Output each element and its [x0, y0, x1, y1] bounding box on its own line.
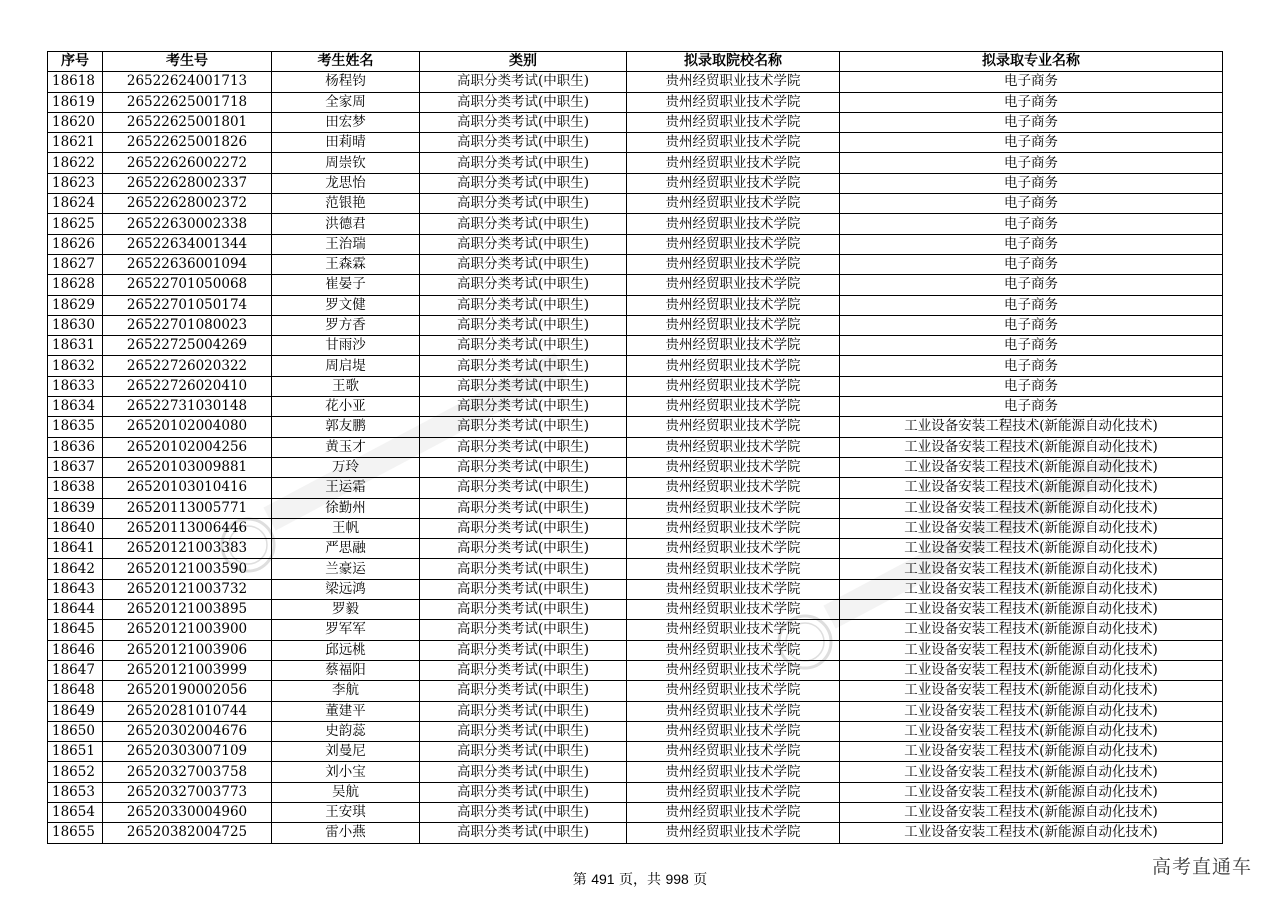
cell-school: 贵州经贸职业技术学院	[627, 579, 840, 599]
cell-exam-id: 26520121003383	[103, 539, 272, 559]
cell-school: 贵州经贸职业技术学院	[627, 742, 840, 762]
cell-major: 工业设备安装工程技术(新能源自动化技术)	[840, 802, 1223, 822]
cell-major: 电子商务	[840, 214, 1223, 234]
cell-major: 工业设备安装工程技术(新能源自动化技术)	[840, 823, 1223, 843]
cell-major: 工业设备安装工程技术(新能源自动化技术)	[840, 518, 1223, 538]
cell-major: 电子商务	[840, 234, 1223, 254]
cell-seq: 18630	[48, 315, 103, 335]
cell-exam-id: 26520121003732	[103, 579, 272, 599]
cell-category: 高职分类考试(中职生)	[420, 640, 627, 660]
cell-school: 贵州经贸职业技术学院	[627, 376, 840, 396]
header-school: 拟录取院校名称	[627, 52, 840, 72]
cell-major: 工业设备安装工程技术(新能源自动化技术)	[840, 701, 1223, 721]
cell-exam-id: 26522628002337	[103, 173, 272, 193]
cell-exam-id: 26522701050174	[103, 295, 272, 315]
cell-exam-id: 26522726020322	[103, 356, 272, 376]
cell-major: 工业设备安装工程技术(新能源自动化技术)	[840, 742, 1223, 762]
cell-category: 高职分类考试(中职生)	[420, 397, 627, 417]
cell-seq: 18636	[48, 437, 103, 457]
cell-school: 贵州经贸职业技术学院	[627, 275, 840, 295]
cell-exam-id: 26520382004725	[103, 823, 272, 843]
cell-name: 罗军军	[272, 620, 420, 640]
cell-school: 贵州经贸职业技术学院	[627, 315, 840, 335]
cell-school: 贵州经贸职业技术学院	[627, 640, 840, 660]
cell-exam-id: 26520281010744	[103, 701, 272, 721]
cell-category: 高职分类考试(中职生)	[420, 133, 627, 153]
footer-middle: 页，共	[619, 872, 661, 888]
cell-major: 电子商务	[840, 92, 1223, 112]
cell-exam-id: 26522630002338	[103, 214, 272, 234]
cell-major: 电子商务	[840, 315, 1223, 335]
footer-page-number: 491	[591, 871, 615, 887]
cell-major: 电子商务	[840, 397, 1223, 417]
table-row	[48, 782, 1223, 802]
table-row	[48, 701, 1223, 721]
table-row	[48, 802, 1223, 822]
table-row	[48, 620, 1223, 640]
cell-category: 高职分类考试(中职生)	[420, 721, 627, 741]
cell-major: 电子商务	[840, 295, 1223, 315]
cell-school: 贵州经贸职业技术学院	[627, 295, 840, 315]
table-row	[48, 742, 1223, 762]
cell-name: 梁远鸿	[272, 579, 420, 599]
cell-seq: 18647	[48, 660, 103, 680]
cell-school: 贵州经贸职业技术学院	[627, 356, 840, 376]
cell-school: 贵州经贸职业技术学院	[627, 254, 840, 274]
cell-major: 电子商务	[840, 194, 1223, 214]
cell-name: 杨程钧	[272, 72, 420, 92]
cell-major: 工业设备安装工程技术(新能源自动化技术)	[840, 437, 1223, 457]
cell-seq: 18632	[48, 356, 103, 376]
cell-seq: 18628	[48, 275, 103, 295]
cell-category: 高职分类考试(中职生)	[420, 559, 627, 579]
cell-seq: 18622	[48, 153, 103, 173]
footer-prefix: 第	[572, 872, 587, 888]
table-row	[48, 275, 1223, 295]
cell-category: 高职分类考试(中职生)	[420, 762, 627, 782]
cell-exam-id: 26520190002056	[103, 681, 272, 701]
cell-school: 贵州经贸职业技术学院	[627, 539, 840, 559]
cell-seq: 18642	[48, 559, 103, 579]
cell-name: 王歌	[272, 376, 420, 396]
cell-category: 高职分类考试(中职生)	[420, 660, 627, 680]
page-footer	[0, 869, 1280, 889]
cell-seq: 18620	[48, 112, 103, 132]
cell-school: 贵州经贸职业技术学院	[627, 72, 840, 92]
cell-major: 电子商务	[840, 153, 1223, 173]
cell-name: 周启堤	[272, 356, 420, 376]
cell-seq: 18634	[48, 397, 103, 417]
table-row	[48, 640, 1223, 660]
cell-category: 高职分类考试(中职生)	[420, 356, 627, 376]
cell-major: 工业设备安装工程技术(新能源自动化技术)	[840, 457, 1223, 477]
cell-school: 贵州经贸职业技术学院	[627, 397, 840, 417]
cell-seq: 18653	[48, 782, 103, 802]
cell-seq: 18623	[48, 173, 103, 193]
cell-exam-id: 26522726020410	[103, 376, 272, 396]
cell-category: 高职分类考试(中职生)	[420, 254, 627, 274]
cell-category: 高职分类考试(中职生)	[420, 92, 627, 112]
cell-exam-id: 26520121003906	[103, 640, 272, 660]
cell-school: 贵州经贸职业技术学院	[627, 823, 840, 843]
admission-table	[47, 51, 1223, 844]
cell-school: 贵州经贸职业技术学院	[627, 660, 840, 680]
cell-name: 蔡福阳	[272, 660, 420, 680]
cell-category: 高职分类考试(中职生)	[420, 518, 627, 538]
table-row	[48, 397, 1223, 417]
cell-school: 贵州经贸职业技术学院	[627, 92, 840, 112]
footer-suffix: 页	[693, 872, 708, 888]
cell-name: 雷小燕	[272, 823, 420, 843]
cell-school: 贵州经贸职业技术学院	[627, 498, 840, 518]
cell-name: 全家周	[272, 92, 420, 112]
cell-exam-id: 26520327003773	[103, 782, 272, 802]
table-row	[48, 559, 1223, 579]
cell-category: 高职分类考试(中职生)	[420, 437, 627, 457]
cell-name: 刘小宝	[272, 762, 420, 782]
cell-category: 高职分类考试(中职生)	[420, 315, 627, 335]
cell-seq: 18618	[48, 72, 103, 92]
cell-major: 电子商务	[840, 275, 1223, 295]
cell-seq: 18626	[48, 234, 103, 254]
cell-name: 徐勤州	[272, 498, 420, 518]
cell-school: 贵州经贸职业技术学院	[627, 417, 840, 437]
cell-exam-id: 26522628002372	[103, 194, 272, 214]
table-row	[48, 214, 1223, 234]
cell-name: 李航	[272, 681, 420, 701]
cell-seq: 18621	[48, 133, 103, 153]
cell-exam-id: 26522624001713	[103, 72, 272, 92]
cell-seq: 18643	[48, 579, 103, 599]
cell-category: 高职分类考试(中职生)	[420, 417, 627, 437]
cell-major: 工业设备安装工程技术(新能源自动化技术)	[840, 498, 1223, 518]
cell-school: 贵州经贸职业技术学院	[627, 762, 840, 782]
cell-seq: 18627	[48, 254, 103, 274]
cell-exam-id: 26522626002272	[103, 153, 272, 173]
cell-seq: 18654	[48, 802, 103, 822]
cell-major: 工业设备安装工程技术(新能源自动化技术)	[840, 417, 1223, 437]
footer-total-pages: 998	[665, 871, 689, 887]
cell-category: 高职分类考试(中职生)	[420, 539, 627, 559]
header-category: 类别	[420, 52, 627, 72]
cell-category: 高职分类考试(中职生)	[420, 478, 627, 498]
cell-major: 工业设备安装工程技术(新能源自动化技术)	[840, 721, 1223, 741]
cell-seq: 18644	[48, 600, 103, 620]
cell-seq: 18624	[48, 194, 103, 214]
table-row	[48, 539, 1223, 559]
cell-category: 高职分类考试(中职生)	[420, 579, 627, 599]
cell-exam-id: 26520113006446	[103, 518, 272, 538]
table-row	[48, 498, 1223, 518]
cell-school: 贵州经贸职业技术学院	[627, 437, 840, 457]
table-row	[48, 721, 1223, 741]
cell-category: 高职分类考试(中职生)	[420, 457, 627, 477]
cell-exam-id: 26520121003590	[103, 559, 272, 579]
cell-school: 贵州经贸职业技术学院	[627, 681, 840, 701]
table-row	[48, 579, 1223, 599]
cell-exam-id: 26520121003895	[103, 600, 272, 620]
cell-name: 刘曼尼	[272, 742, 420, 762]
cell-major: 电子商务	[840, 336, 1223, 356]
cell-category: 高职分类考试(中职生)	[420, 802, 627, 822]
cell-seq: 18645	[48, 620, 103, 640]
cell-seq: 18629	[48, 295, 103, 315]
cell-seq: 18650	[48, 721, 103, 741]
cell-major: 工业设备安装工程技术(新能源自动化技术)	[840, 579, 1223, 599]
cell-exam-id: 26522625001718	[103, 92, 272, 112]
cell-name: 范银艳	[272, 194, 420, 214]
brand-watermark-text: 高考直通车	[1151, 856, 1252, 878]
table-row	[48, 234, 1223, 254]
cell-category: 高职分类考试(中职生)	[420, 194, 627, 214]
cell-school: 贵州经贸职业技术学院	[627, 214, 840, 234]
cell-exam-id: 26520121003900	[103, 620, 272, 640]
cell-seq: 18649	[48, 701, 103, 721]
table-row	[48, 194, 1223, 214]
cell-category: 高职分类考试(中职生)	[420, 295, 627, 315]
cell-name: 王治瑞	[272, 234, 420, 254]
cell-school: 贵州经贸职业技术学院	[627, 133, 840, 153]
cell-name: 万玲	[272, 457, 420, 477]
cell-school: 贵州经贸职业技术学院	[627, 782, 840, 802]
header-name: 考生姓名	[272, 52, 420, 72]
cell-category: 高职分类考试(中职生)	[420, 823, 627, 843]
cell-major: 电子商务	[840, 254, 1223, 274]
cell-name: 王运霜	[272, 478, 420, 498]
cell-category: 高职分类考试(中职生)	[420, 275, 627, 295]
cell-major: 工业设备安装工程技术(新能源自动化技术)	[840, 620, 1223, 640]
cell-name: 王安琪	[272, 802, 420, 822]
cell-exam-id: 26522634001344	[103, 234, 272, 254]
cell-category: 高职分类考试(中职生)	[420, 72, 627, 92]
cell-school: 贵州经贸职业技术学院	[627, 721, 840, 741]
cell-major: 工业设备安装工程技术(新能源自动化技术)	[840, 681, 1223, 701]
cell-name: 崔晏子	[272, 275, 420, 295]
cell-school: 贵州经贸职业技术学院	[627, 194, 840, 214]
table-row	[48, 295, 1223, 315]
cell-exam-id: 26520327003758	[103, 762, 272, 782]
cell-school: 贵州经贸职业技术学院	[627, 173, 840, 193]
cell-seq: 18637	[48, 457, 103, 477]
table-header-row	[48, 52, 1223, 72]
table-row	[48, 437, 1223, 457]
cell-major: 电子商务	[840, 72, 1223, 92]
cell-major: 工业设备安装工程技术(新能源自动化技术)	[840, 762, 1223, 782]
table-row	[48, 336, 1223, 356]
cell-category: 高职分类考试(中职生)	[420, 742, 627, 762]
table-row	[48, 823, 1223, 843]
cell-school: 贵州经贸职业技术学院	[627, 518, 840, 538]
cell-exam-id: 26520103010416	[103, 478, 272, 498]
cell-name: 邱远桃	[272, 640, 420, 660]
cell-major: 工业设备安装工程技术(新能源自动化技术)	[840, 600, 1223, 620]
table-row	[48, 356, 1223, 376]
cell-seq: 18631	[48, 336, 103, 356]
cell-name: 罗文健	[272, 295, 420, 315]
cell-name: 周崇钦	[272, 153, 420, 173]
cell-major: 电子商务	[840, 356, 1223, 376]
header-exam-id: 考生号	[103, 52, 272, 72]
cell-name: 田宏梦	[272, 112, 420, 132]
table-row	[48, 153, 1223, 173]
cell-exam-id: 26520303007109	[103, 742, 272, 762]
table-row	[48, 762, 1223, 782]
table-row	[48, 600, 1223, 620]
cell-category: 高职分类考试(中职生)	[420, 498, 627, 518]
cell-name: 兰豪运	[272, 559, 420, 579]
cell-category: 高职分类考试(中职生)	[420, 153, 627, 173]
table-row	[48, 376, 1223, 396]
cell-major: 工业设备安装工程技术(新能源自动化技术)	[840, 660, 1223, 680]
cell-school: 贵州经贸职业技术学院	[627, 802, 840, 822]
header-seq: 序号	[48, 52, 103, 72]
cell-name: 王帆	[272, 518, 420, 538]
cell-seq: 18633	[48, 376, 103, 396]
cell-major: 电子商务	[840, 133, 1223, 153]
cell-name: 董建平	[272, 701, 420, 721]
cell-school: 贵州经贸职业技术学院	[627, 600, 840, 620]
cell-exam-id: 26520113005771	[103, 498, 272, 518]
cell-exam-id: 26520103009881	[103, 457, 272, 477]
cell-category: 高职分类考试(中职生)	[420, 681, 627, 701]
cell-major: 电子商务	[840, 376, 1223, 396]
table-row	[48, 315, 1223, 335]
table-row	[48, 417, 1223, 437]
cell-school: 贵州经贸职业技术学院	[627, 112, 840, 132]
cell-category: 高职分类考试(中职生)	[420, 234, 627, 254]
table-row	[48, 518, 1223, 538]
cell-major: 工业设备安装工程技术(新能源自动化技术)	[840, 782, 1223, 802]
table-row	[48, 457, 1223, 477]
cell-school: 贵州经贸职业技术学院	[627, 559, 840, 579]
cell-major: 电子商务	[840, 173, 1223, 193]
cell-major: 电子商务	[840, 112, 1223, 132]
cell-school: 贵州经贸职业技术学院	[627, 478, 840, 498]
cell-school: 贵州经贸职业技术学院	[627, 701, 840, 721]
table-row	[48, 660, 1223, 680]
cell-seq: 18619	[48, 92, 103, 112]
cell-school: 贵州经贸职业技术学院	[627, 153, 840, 173]
cell-school: 贵州经贸职业技术学院	[627, 620, 840, 640]
cell-category: 高职分类考试(中职生)	[420, 620, 627, 640]
cell-school: 贵州经贸职业技术学院	[627, 457, 840, 477]
cell-seq: 18655	[48, 823, 103, 843]
cell-name: 王森霖	[272, 254, 420, 274]
table-row	[48, 112, 1223, 132]
cell-exam-id: 26522731030148	[103, 397, 272, 417]
cell-category: 高职分类考试(中职生)	[420, 112, 627, 132]
cell-exam-id: 26520121003999	[103, 660, 272, 680]
cell-seq: 18651	[48, 742, 103, 762]
cell-seq: 18646	[48, 640, 103, 660]
cell-name: 花小亚	[272, 397, 420, 417]
cell-seq: 18641	[48, 539, 103, 559]
cell-name: 吴航	[272, 782, 420, 802]
cell-category: 高职分类考试(中职生)	[420, 336, 627, 356]
cell-exam-id: 26520330004960	[103, 802, 272, 822]
cell-exam-id: 26520102004256	[103, 437, 272, 457]
table-row	[48, 254, 1223, 274]
cell-school: 贵州经贸职业技术学院	[627, 336, 840, 356]
cell-seq: 18652	[48, 762, 103, 782]
cell-major: 工业设备安装工程技术(新能源自动化技术)	[840, 559, 1223, 579]
cell-exam-id: 26522625001801	[103, 112, 272, 132]
table-row	[48, 133, 1223, 153]
cell-exam-id: 26522636001094	[103, 254, 272, 274]
table-row	[48, 681, 1223, 701]
cell-name: 罗方香	[272, 315, 420, 335]
table-row	[48, 72, 1223, 92]
cell-school: 贵州经贸职业技术学院	[627, 234, 840, 254]
cell-category: 高职分类考试(中职生)	[420, 376, 627, 396]
cell-major: 工业设备安装工程技术(新能源自动化技术)	[840, 478, 1223, 498]
table-row	[48, 92, 1223, 112]
cell-category: 高职分类考试(中职生)	[420, 214, 627, 234]
cell-major: 工业设备安装工程技术(新能源自动化技术)	[840, 539, 1223, 559]
cell-name: 严思融	[272, 539, 420, 559]
cell-name: 黄玉才	[272, 437, 420, 457]
cell-exam-id: 26522625001826	[103, 133, 272, 153]
cell-category: 高职分类考试(中职生)	[420, 600, 627, 620]
cell-exam-id: 26522725004269	[103, 336, 272, 356]
cell-exam-id: 26522701050068	[103, 275, 272, 295]
cell-seq: 18635	[48, 417, 103, 437]
cell-name: 龙思怡	[272, 173, 420, 193]
cell-name: 田莉晴	[272, 133, 420, 153]
cell-name: 史韵蕊	[272, 721, 420, 741]
header-major: 拟录取专业名称	[840, 52, 1223, 72]
cell-category: 高职分类考试(中职生)	[420, 701, 627, 721]
table-row	[48, 173, 1223, 193]
cell-seq: 18648	[48, 681, 103, 701]
cell-category: 高职分类考试(中职生)	[420, 173, 627, 193]
cell-exam-id: 26522701080023	[103, 315, 272, 335]
cell-name: 罗毅	[272, 600, 420, 620]
cell-seq: 18640	[48, 518, 103, 538]
cell-major: 工业设备安装工程技术(新能源自动化技术)	[840, 640, 1223, 660]
cell-seq: 18639	[48, 498, 103, 518]
cell-name: 郭友鹏	[272, 417, 420, 437]
cell-name: 甘雨沙	[272, 336, 420, 356]
cell-seq: 18625	[48, 214, 103, 234]
cell-name: 洪德君	[272, 214, 420, 234]
cell-category: 高职分类考试(中职生)	[420, 782, 627, 802]
table-row	[48, 478, 1223, 498]
cell-seq: 18638	[48, 478, 103, 498]
cell-exam-id: 26520302004676	[103, 721, 272, 741]
cell-exam-id: 26520102004080	[103, 417, 272, 437]
